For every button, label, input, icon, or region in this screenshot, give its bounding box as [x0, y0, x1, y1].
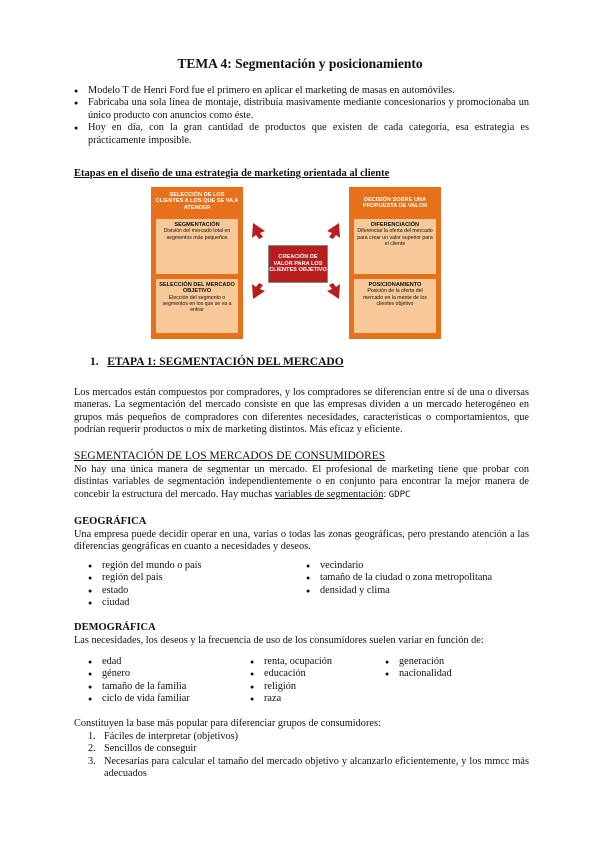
list-item: ● región del mundo o país: [88, 560, 298, 572]
list-item: [88, 731, 529, 743]
list-item: ● estado: [88, 585, 298, 597]
section2-paragraph: [74, 464, 529, 501]
diagram-center-box: CREACIÓN DE VALOR PARA LOS CLIENTES OBJETIVO: [268, 245, 328, 283]
list-item: [88, 743, 529, 755]
diagram-right-column: [349, 187, 441, 339]
demographic-heading: DEMOGRÁFICA: [74, 622, 156, 633]
diagram-differentiation-box: [354, 219, 436, 274]
diagram-box-title: DIFERENCIACIÓN: [370, 222, 420, 228]
list-item: ● tamaño de la ciudad o zona metropolitana: [306, 572, 536, 584]
list-item: ● renta, ocupación: [250, 656, 380, 668]
demographic-paragraph: Las necesidades, los deseos y la frecuencia de uso de los consumidores suelen variar en función de:: [74, 635, 484, 646]
demographic-list-col2: [250, 656, 380, 706]
list-number: 3.: [88, 755, 96, 767]
diagram-box-body: División del mercado total en segmentos más pequeños: [163, 228, 231, 241]
diagram-box-title: POSICIONAMIENTO: [368, 282, 422, 288]
list-item: ● tamaño de la familia: [88, 681, 248, 693]
geographic-list-col2: [306, 560, 536, 597]
paragraph-text: No hay una única manera de segmentar un mercado. El profesional de marketing tiene que probar con distintas variables de segmentación independientemente o en conjunto para encontrar la mejor manera de concebir la estructura del mercado. Hay muchas: [74, 464, 529, 500]
diagram-box-body: Posición de la oferta del mercado en la mente de los clientes objetivo: [362, 288, 427, 307]
acronym-text: GDPC: [388, 489, 411, 500]
list-number: 1.: [88, 731, 96, 742]
arrow-icon: [252, 223, 265, 239]
intro-bullet-list: [74, 85, 529, 147]
section-number: 1.: [90, 356, 99, 368]
list-item: ● densidad y clima: [306, 585, 536, 597]
arrow-icon: [327, 283, 340, 299]
list-item: ● religión: [250, 681, 380, 693]
list-number: 2.: [88, 743, 96, 755]
list-item: ● nacionalidad: [385, 668, 525, 680]
geographic-paragraph: Una empresa puede decidir operar en una, varias o todas las zonas geográficas, pero prestando atención a las diferencias geográficas en cuanto a necesidades y deseos.: [74, 529, 529, 553]
page-title: TEMA 4: Segmentación y posicionamiento: [177, 56, 423, 71]
list-item: ● ciudad: [88, 597, 298, 609]
list-item: ● Modelo T de Henri Ford fue el primero en aplicar el marketing de masas en automóviles.: [74, 85, 529, 97]
arrow-icon: [252, 283, 265, 299]
list-text: Fáciles de interpretar (objetivos): [104, 731, 239, 742]
list-item: ● género: [88, 668, 248, 680]
demographic-list-col1: [88, 656, 248, 706]
list-item: ● ciclo de vida familiar: [88, 693, 248, 705]
list-item: ● región del país: [88, 572, 298, 584]
diagram-box-body: Elección del segmento o segmentos en los que se va a entrar: [162, 294, 232, 314]
list-item: ● Hoy en día, con la gran cantidad de productos que existen de cada categoría, esa estrategia es prácticamente imposible.: [74, 122, 529, 147]
subsection-heading: SEGMENTACIÓN DE LOS MERCADOS DE CONSUMIDORES: [74, 450, 386, 462]
list-item: [88, 756, 529, 781]
diagram-left-header: SELECCIÓN DE LOS CLIENTES A LOS QUE SE VA A ATENDER: [155, 192, 239, 211]
section-title: ETAPA 1: SEGMENTACIÓN DEL MERCADO: [107, 356, 344, 368]
list-item: ● Fabricaba una sola línea de montaje, distribuía masivamente mediante concesionarios y promocionaba un único producto con anuncios como éste.: [74, 97, 529, 122]
diagram-box-body: Diferenciar la oferta del mercado para crear un valor superior para el cliente: [357, 228, 433, 247]
list-item: ● edad: [88, 656, 248, 668]
diagram-subtitle: Etapas en el diseño de una estrategia de marketing orientada al cliente: [74, 168, 390, 179]
strategy-diagram: [151, 187, 441, 339]
diagram-left-column: [151, 187, 243, 339]
section1-paragraph: Los mercados están compuestos por compradores, y los compradores se diferencian entre sí de una o diversas maneras. La segmentación del mercado consiste en que las empresas dividen a un mercado heterogéneo en grupos más pequeños de compradores con diferentes necesidades, características o comportamientos, que podrían requerir productos o mix de marketing distintos. Más eficaz y eficiente.: [74, 387, 529, 436]
diagram-positioning-box: [354, 279, 436, 333]
segmentation-variables-link[interactable]: variables de segmentación: [274, 488, 384, 500]
arrow-icon: [327, 223, 340, 239]
demographic-base-text: Constituyen la base más popular para diferenciar grupos de consumidores:: [74, 718, 381, 729]
demographic-numbered-list: [88, 731, 529, 781]
diagram-arrows: [243, 187, 349, 339]
diagram-box-title: SEGMENTACIÓN: [174, 222, 220, 228]
list-item: ● generación: [385, 656, 525, 668]
demographic-list-col3: [385, 656, 525, 681]
list-item: ● educación: [250, 668, 380, 680]
list-text: Necesarias para calcular el tamaño del mercado objetivo y alcanzarlo eficientemente, y los mmcc más adecuados: [104, 755, 529, 780]
diagram-right-header: DECISIÓN SOBRE UNA PROPUESTA DE VALOR: [362, 197, 428, 210]
section-heading: [90, 356, 344, 368]
list-item: ● vecindario: [306, 560, 536, 572]
diagram-segmentation-box: [156, 219, 238, 274]
diagram-target-market-box: [156, 279, 238, 333]
list-item: ● raza: [250, 693, 380, 705]
paragraph-text: :: [383, 488, 389, 500]
geographic-list-col1: [88, 560, 298, 610]
list-text: Sencillos de conseguir: [104, 743, 197, 755]
diagram-box-title: SELECCIÓN DEL MERCADO OBJETIVO: [159, 282, 235, 295]
geographic-heading: GEOGRÁFICA: [74, 516, 147, 527]
